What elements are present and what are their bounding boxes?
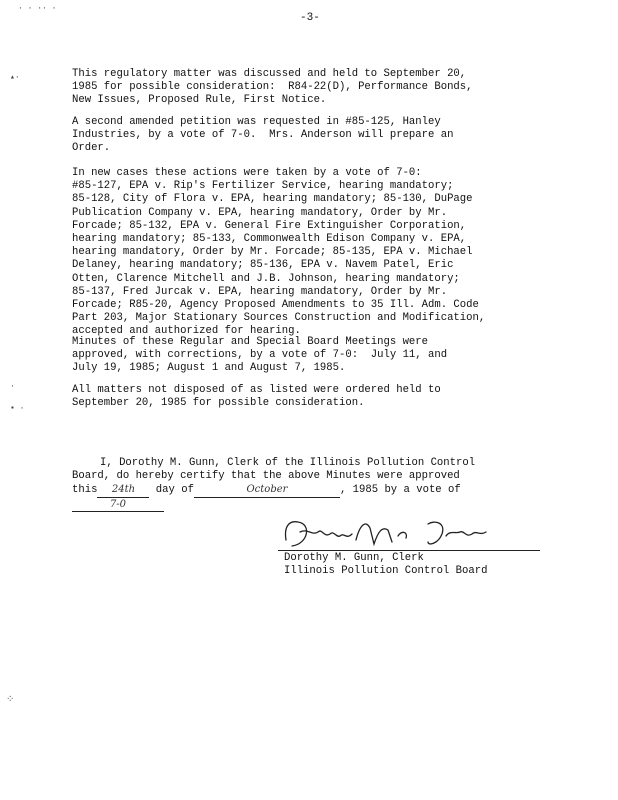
signatory-name: Dorothy M. Gunn, Clerk bbox=[284, 552, 424, 564]
this-label: this bbox=[72, 484, 98, 497]
certification-line-1: I, Dorothy M. Gunn, Clerk of the Illinois Pollution Control bbox=[100, 457, 476, 469]
scan-mark-left: ▴· bbox=[10, 73, 20, 82]
day-blank: 24th bbox=[97, 483, 149, 497]
paragraph: A second amended petition was requested in #85-125, Hanley Industries, by a vote of 7-0. Mrs. Anderson will prepare an Order. bbox=[72, 116, 454, 155]
scan-mark-left: ▪ · bbox=[10, 404, 25, 413]
paragraph: This regulatory matter was discussed and held to September 20, 1985 for possible consideration: R84-22(D), Performance Bonds, New Issues, Proposed Rule, First Notice. bbox=[72, 68, 473, 107]
certification-block bbox=[72, 457, 475, 512]
page-number: -3- bbox=[300, 12, 320, 24]
handwritten-signature bbox=[278, 510, 540, 554]
day-of-label: day of bbox=[155, 484, 194, 497]
paragraph: Minutes of these Regular and Special Board Meetings were approved, with corrections, by a vote of 7-0: July 11, and July 19, 1985; August 1 and August 7, 1985. bbox=[72, 336, 448, 375]
scan-mark-bottom-left: ⁘ bbox=[6, 695, 15, 706]
month-blank: October bbox=[194, 483, 340, 497]
scan-mark-left: · bbox=[10, 382, 15, 391]
scan-mark-top-left: · · ·· · bbox=[18, 4, 57, 13]
year-vote-label: , 1985 by a vote of bbox=[339, 484, 461, 497]
paragraph: All matters not disposed of as listed were ordered held to September 20, 1985 for possible consideration. bbox=[72, 384, 441, 410]
vote-blank: 7-0 bbox=[72, 498, 164, 512]
signature-line bbox=[278, 550, 540, 551]
certification-line-2: Board, do hereby certify that the above Minutes were approved bbox=[72, 470, 460, 483]
paragraph: In new cases these actions were taken by a vote of 7-0: #85-127, EPA v. Rip's Fertilizer Service, hearing mandatory; 85-128, City of Flora v. EPA, hearing mandatory; 85-130, DuPage Publication Company v. EPA, hearing mandatory, Order by Mr. Forcade; 85-132, EPA v. General Fire Extinguisher Corporation, hearing mandatory; 85-133, Commonwealth Edison Company v. EPA, hearing mandatory, Order by Mr. Forcade; 85-135, EPA v. Michael Delaney, hearing mandatory; 85-136, EPA v. Navem Patel, Eric Otten, Clarence Mitchell and J.B. Johnson, hearing mandatory; 85-137, Fred Jurcak v. EPA, hearing mandatory, Order by Mr. Forcade; R85-20, Agency Proposed Amendments to 35 Ill. Adm. Code Part 203, Major Stationary Sources Construction and Modification, accepted and authorized for hearing. bbox=[72, 167, 486, 338]
signatory-title: Illinois Pollution Control Board bbox=[284, 565, 488, 577]
